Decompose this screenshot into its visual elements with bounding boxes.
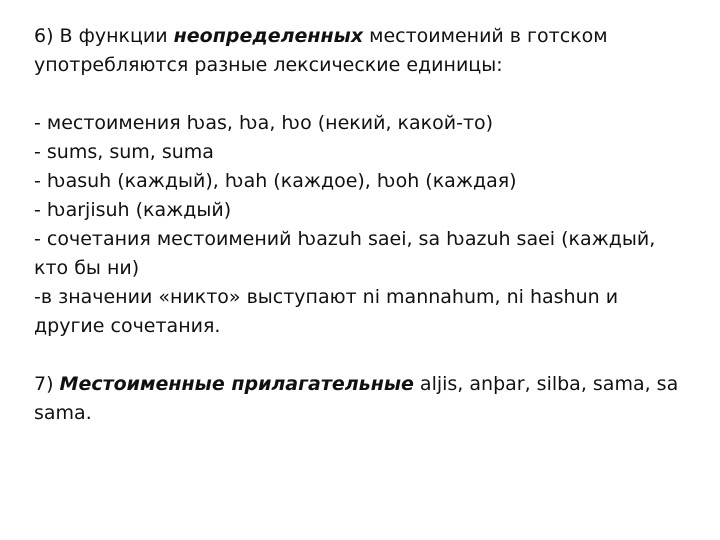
list-item: - ƕarjisuh (каждый) — [34, 199, 232, 221]
list-item: -в значении «никто» выступают ni mannahum, ni hashun и — [34, 286, 619, 308]
section6-line-1 — [34, 22, 694, 51]
section7-prefix: 7) — [34, 373, 60, 395]
section6-suffix: местоимений в готском — [363, 25, 608, 47]
list-item: - местоимения ƕas, ƕa, ƕo (некий, какой-то) — [34, 112, 494, 134]
section6-line-2: употребляются разные лексические единицы: — [34, 54, 503, 76]
list-item-continuation: кто бы ни) — [34, 257, 140, 279]
section7-emphasis: Местоименные прилагательные — [59, 373, 414, 395]
section6-prefix: 6) В функции — [34, 25, 174, 47]
spacer — [34, 80, 694, 109]
list-item: - sums, sum, suma — [34, 141, 214, 163]
section7-line-2: sama. — [34, 402, 92, 424]
section6-emphasis: неопределенных — [173, 25, 364, 47]
spacer — [34, 341, 694, 370]
list-item: - сочетания местоимений ƕazuh saei, sa ƕazuh saei (каждый, — [34, 228, 656, 250]
slide-text — [34, 22, 694, 428]
section7-suffix: aljis, anþar, silba, sama, sa — [413, 373, 679, 395]
list-item: - ƕasuh (каждый), ƕah (каждое), ƕoh (каждая) — [34, 170, 517, 192]
section7-line-1 — [34, 370, 694, 399]
list-item-continuation: другие сочетания. — [34, 315, 221, 337]
